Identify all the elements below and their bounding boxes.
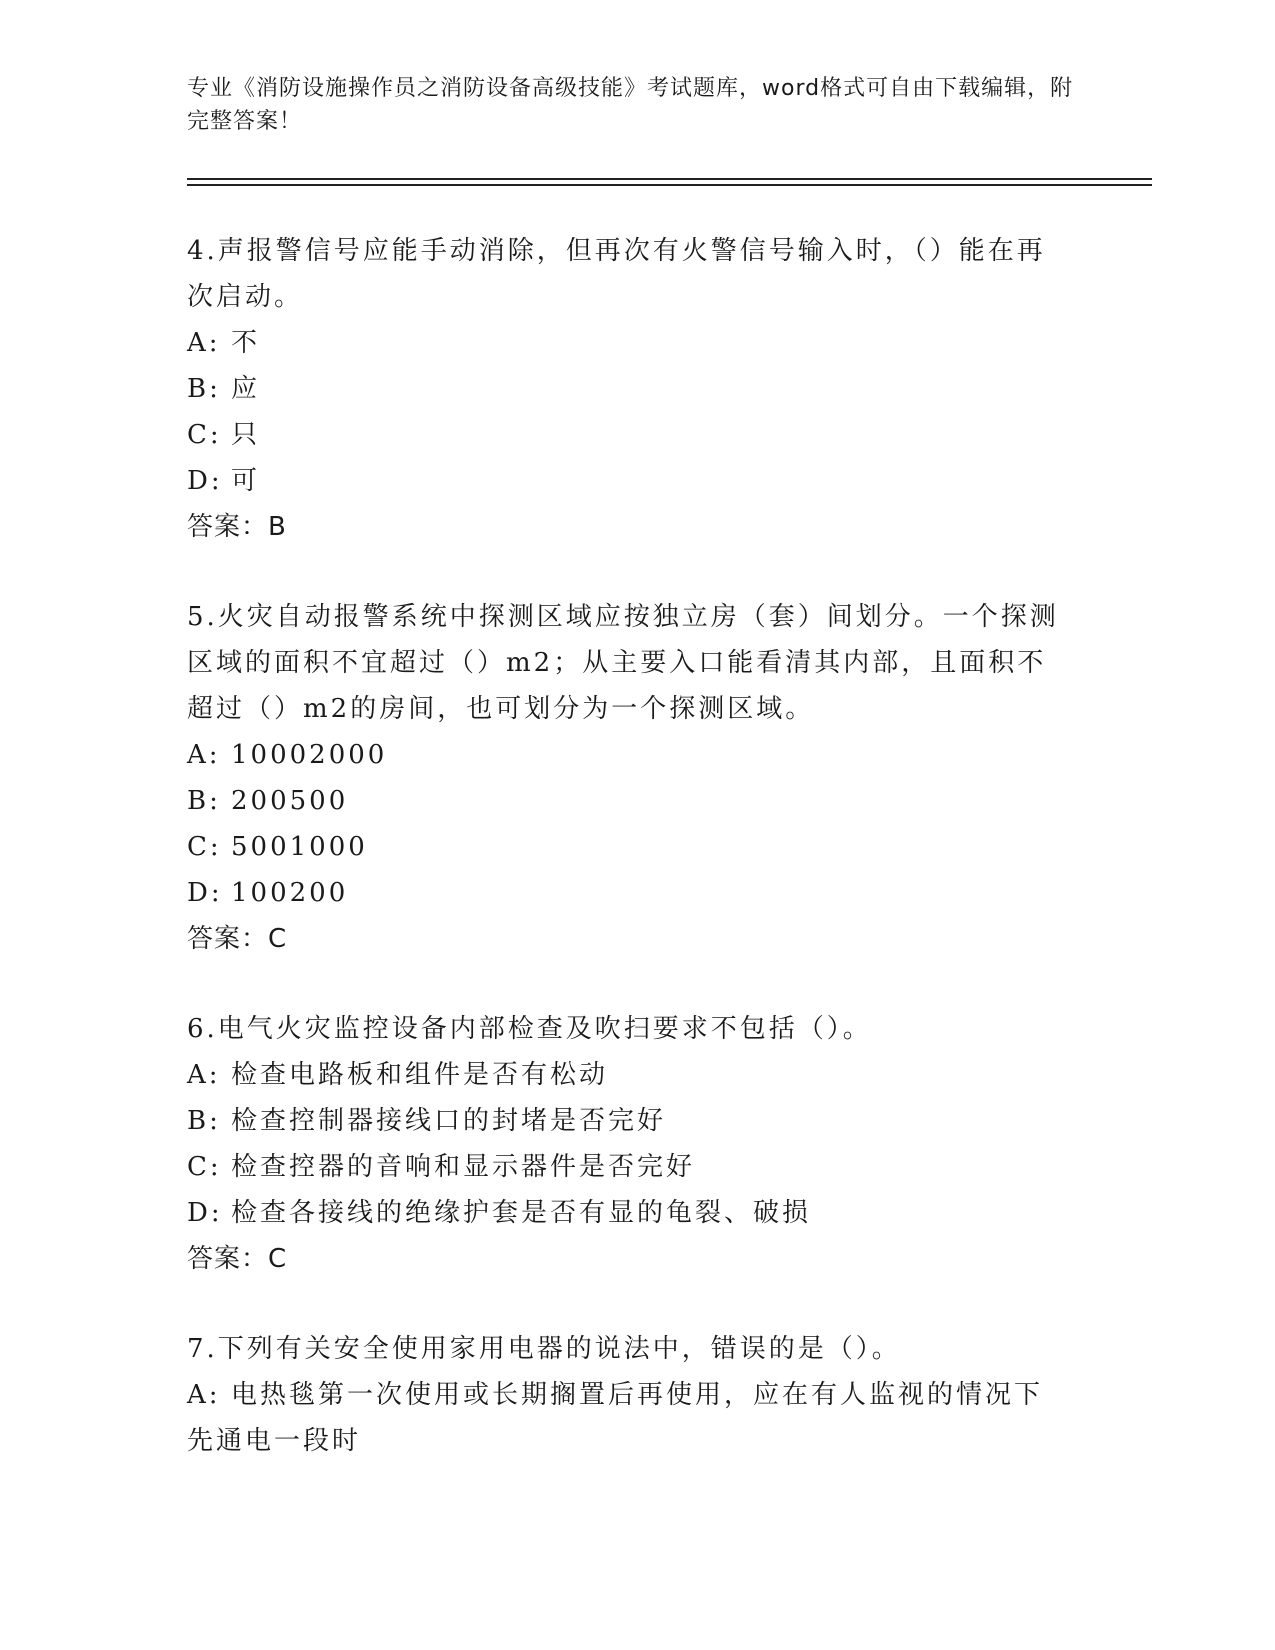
question-6 [187, 1006, 1067, 1282]
option-label: A: [187, 1060, 221, 1090]
option-label: A: [187, 1380, 221, 1410]
question-list [187, 228, 1067, 1508]
question-4 [187, 228, 1067, 550]
header-rule-top [187, 178, 1152, 180]
question-stem: 5.火灾自动报警系统中探测区域应按独立房（套）间划分。一个探测区域的面积不宜超过（）m2；从主要入口能看清其内部，且面积不超过（）m2的房间，也可划分为一个探测区域。 [187, 602, 1059, 724]
option-label: D: [187, 878, 223, 908]
question-5 [187, 594, 1067, 962]
option-text: 检查电路板和组件是否有松动 [231, 1060, 609, 1090]
option-b [187, 778, 1067, 824]
option-label: C: [187, 1152, 222, 1182]
option-a [187, 732, 1067, 778]
option-c [187, 412, 1067, 458]
option-d [187, 870, 1067, 916]
option-c [187, 1144, 1067, 1190]
option-text: 100200 [231, 878, 349, 908]
answer: 答案：B [187, 512, 287, 542]
option-text: 检查控制器接线口的封堵是否完好 [231, 1106, 667, 1136]
document-header: 专业《消防设施操作员之消防设备高级技能》考试题库，word格式可自由下载编辑，附完整答案！ [187, 76, 1074, 134]
option-label: D: [187, 1198, 223, 1228]
option-text: 200500 [231, 786, 349, 816]
option-b [187, 1098, 1067, 1144]
question-stem: 6.电气火灾监控设备内部检查及吹扫要求不包括（）。 [187, 1014, 872, 1044]
option-text: 5001000 [231, 832, 368, 862]
option-a [187, 1372, 1067, 1464]
option-label: C: [187, 832, 222, 862]
option-label: C: [187, 420, 222, 450]
option-d [187, 458, 1067, 504]
option-text: 可 [231, 466, 261, 496]
option-text: 电热毯第一次使用或长期搁置后再使用，应在有人监视的情况下先通电一段时 [187, 1380, 1044, 1456]
question-stem: 4.声报警信号应能手动消除，但再次有火警信号输入时，（）能在再次启动。 [187, 236, 1046, 312]
option-text: 10002000 [231, 740, 388, 770]
answer: 答案：C [187, 1244, 288, 1274]
option-c [187, 824, 1067, 870]
option-a [187, 320, 1067, 366]
option-d [187, 1190, 1067, 1236]
answer: 答案：C [187, 924, 288, 954]
option-text: 检查各接线的绝缘护套是否有显的龟裂、破损 [231, 1198, 812, 1228]
option-label: B: [187, 786, 221, 816]
option-label: B: [187, 374, 221, 404]
option-text: 不 [231, 328, 261, 358]
option-label: A: [187, 328, 221, 358]
option-b [187, 366, 1067, 412]
question-stem: 7.下列有关安全使用家用电器的说法中，错误的是（）。 [187, 1334, 901, 1364]
header-rule-bottom [187, 184, 1152, 186]
option-label: D: [187, 466, 223, 496]
option-text: 检查控器的音响和显示器件是否完好 [231, 1152, 696, 1182]
option-label: B: [187, 1106, 221, 1136]
question-7 [187, 1326, 1067, 1464]
option-text: 只 [231, 420, 261, 450]
option-label: A: [187, 740, 221, 770]
option-a [187, 1052, 1067, 1098]
option-text: 应 [231, 374, 261, 404]
